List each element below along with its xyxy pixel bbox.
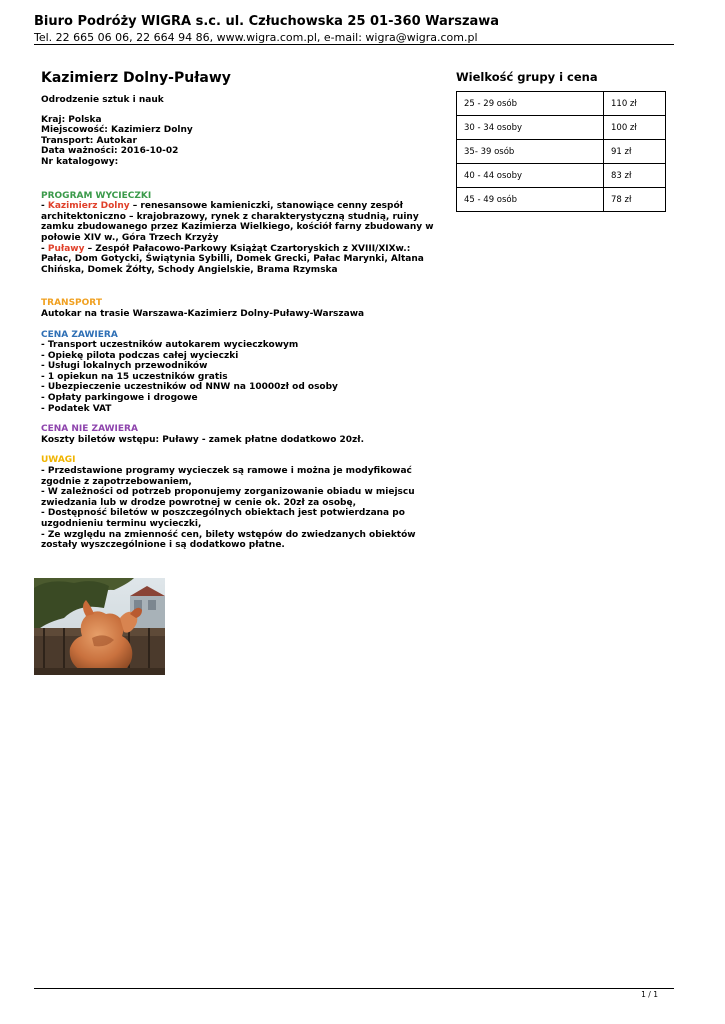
table-row [457,188,666,212]
price-value: 100 zł [604,116,666,140]
rooster-sculpture-photo [34,578,165,675]
price-value: 78 zł [604,188,666,212]
page-header [34,14,674,45]
excludes-heading: CENA NIE ZAWIERA [41,424,138,435]
group-size: 40 - 44 osoby [457,164,604,188]
info-catalog-number: Nr katalogowy: [41,156,119,167]
list-item: - W zależności od potrzeb proponujemy zorganizowanie obiadu w miejscu zwiedzania lub w drodze powrotnej w cenie ok. 20zł za osobę, [41,487,415,508]
list-item: - Opłaty parkingowe i drogowe [41,393,198,404]
place-name: Puławy [47,243,85,254]
program-item: - Puławy – Zespół Pałacowo-Parkowy Książąt Czartoryskich z XVIII/XIXw.: Pałac, Dom Gotycki, Świątynia Sybilli, Domek Grecki, Pałac Marynki, Altana Chińska, Domek Żółty, Schody Angielskie, Brama Rzymska [41,243,424,275]
list-item: - Dostępność biletów w poszczególnych obiektach jest potwierdzana po uzgodnieniu terminu wycieczki, [41,508,405,529]
price-table [456,91,666,212]
table-row [457,164,666,188]
footer-divider [34,988,674,989]
list-item: - Przedstawione programy wycieczek są ramowe i można je modyfikować zgodnie z zapotrzebowaniem, [41,466,412,487]
place-name: Kazimierz Dolny [47,201,130,212]
table-row [457,140,666,164]
list-item: - Ze względu na zmienność cen, bilety wstępów do zwiedzanych obiektów zostały wyszczególnione i są dodatkowo płatne. [41,529,416,551]
includes-list [41,340,443,414]
price-value: 91 zł [604,140,666,164]
transport-heading: TRANSPORT [41,298,102,309]
list-item: - Ubezpieczenie uczestników od NNW na 10000zł od osoby [41,382,338,393]
price-panel [456,70,666,212]
trip-details [41,70,443,551]
info-valid-date: Data ważności: 2016-10-02 [41,146,179,157]
company-name: Biuro Podróży WIGRA s.c. ul. Człuchowska 25 01-360 Warszawa [34,14,500,29]
notes-list [41,466,443,551]
group-size: 45 - 49 osób [457,188,604,212]
page-number: 1 / 1 [641,990,658,999]
excludes-text: Koszty biletów wstępu: Puławy - zamek płatne dodatkowo 20zł. [41,434,365,445]
includes-heading: CENA ZAWIERA [41,329,118,340]
notes-heading: UWAGI [41,455,76,466]
trip-subtitle: Odrodzenie sztuk i nauk [41,95,164,105]
info-transport: Transport: Autokar [41,135,137,146]
program-item: - Kazimierz Dolny – renesansowe kamieniczki, stanowiące cenny zespół architektoniczno – krajobrazowy, rynek z charakterystyczną studnią, ruiny zamku zbudowanego przez Kazimierza Wielkiego, kościół farny zbudowany w połowie XIV w., Góra Trzech Krzyży [41,201,434,243]
transport-text: Autokar na trasie Warszawa-Kazimierz Dolny-Puławy-Warszawa [41,308,365,319]
table-row [457,92,666,116]
trip-info [41,115,443,168]
group-size: 30 - 34 osoby [457,116,604,140]
table-row [457,116,666,140]
price-heading: Wielkość grupy i cena [456,70,598,84]
program-list [41,201,443,275]
list-item: - Transport uczestników autokarem wycieczkowym [41,340,299,351]
group-size: 35- 39 osób [457,140,604,164]
trip-title: Kazimierz Dolny-Puławy [41,70,231,86]
list-item: - 1 opiekun na 15 uczestników gratis [41,371,228,382]
list-item: - Podatek VAT [41,403,112,414]
program-heading: PROGRAM WYCIECZKI [41,190,152,201]
list-item: - Usługi lokalnych przewodników [41,361,208,372]
company-contact: Tel. 22 665 06 06, 22 664 94 86, www.wigra.com.pl, e-mail: wigra@wigra.com.pl [34,31,478,44]
info-location: Miejscowość: Kazimierz Dolny [41,125,193,136]
header-divider [34,44,674,45]
group-size: 25 - 29 osób [457,92,604,116]
info-country: Kraj: Polska [41,114,102,125]
price-value: 110 zł [604,92,666,116]
price-value: 83 zł [604,164,666,188]
list-item: - Opiekę pilota podczas całej wycieczki [41,350,239,361]
